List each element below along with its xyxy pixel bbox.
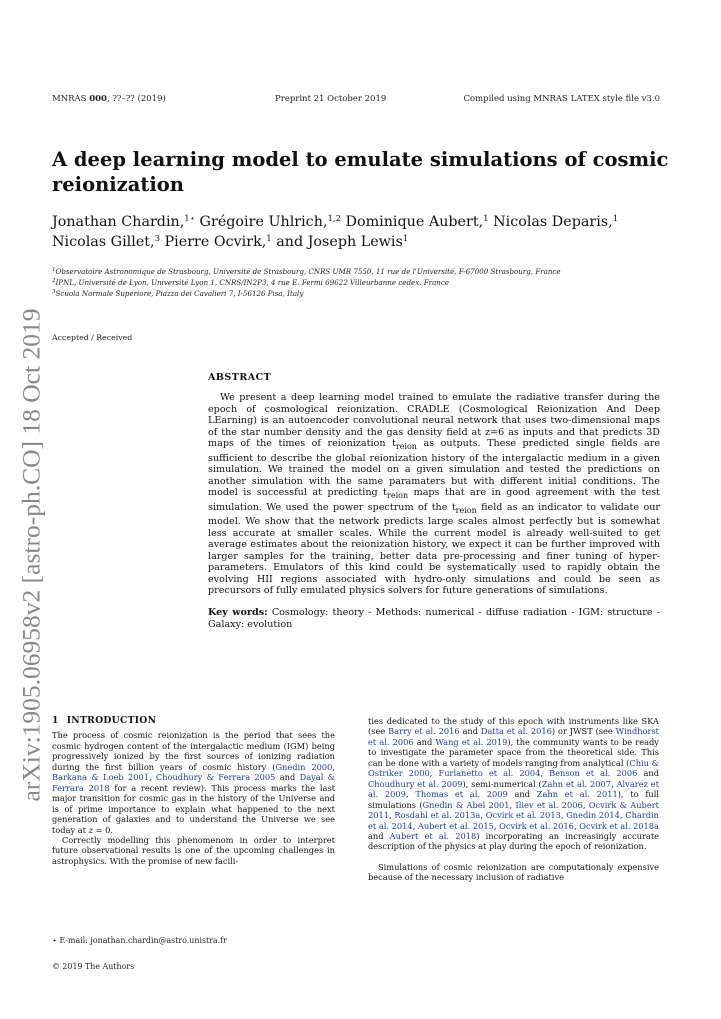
citation-link[interactable]: Choudhury et al. 2009	[368, 778, 463, 789]
citation-link[interactable]: Zahn et al. 2007	[541, 778, 612, 789]
keywords-label: Key words:	[208, 607, 268, 619]
citation-link[interactable]: Rosdahl et al. 2013a	[394, 810, 481, 821]
arxiv-stamp: arXiv:1905.06958v2 [astro-ph.CO] 18 Oct 2019	[16, 308, 45, 802]
intro-paragraph-4: Simulations of cosmic reionization are computationaly expensive because of the necessary inclusion of radiative	[368, 861, 659, 883]
citation-link[interactable]: Barkana & Loeb 2001	[52, 772, 149, 783]
keywords	[208, 607, 660, 631]
author-name: Grégoire Uhlrich,	[195, 214, 328, 230]
citation-link[interactable]: Datta et al. 2016	[480, 726, 552, 737]
citation-link[interactable]: Gnedin & Abel 2001	[422, 799, 510, 810]
author-affiliation-mark: 1	[266, 234, 272, 244]
author-list	[52, 212, 692, 252]
citation-link[interactable]: Furlanetto et al. 2004	[438, 768, 541, 779]
citation-link[interactable]: Barry et al. 2016	[388, 726, 460, 737]
author-affiliation-mark: 1⋆	[184, 214, 196, 224]
citation-link[interactable]: Aubert et al. 2015	[417, 820, 494, 831]
citation-link[interactable]: Chardin et al. 2014	[368, 810, 659, 831]
citation-link[interactable]: Windhorst et al. 2006	[368, 726, 659, 747]
citation-link[interactable]: Gnedin 2014	[566, 810, 620, 821]
author-affiliation-mark: 1,2	[327, 214, 341, 224]
citation-link[interactable]: Ocvirk et al. 2018a	[579, 820, 659, 831]
citation-link[interactable]: Ocvirk et al. 2016	[499, 820, 574, 831]
author-affiliation-mark: 1	[612, 214, 619, 224]
intro-paragraph-2: Correctly modelling this phenomenom in order to interpret future observational results is one of the upcoming challenges in astrophysics. With the promise of new facili-	[52, 834, 335, 866]
accepted-line: Accepted / Received	[52, 333, 133, 342]
intro-paragraph-3: ties dedicated to the study of this epoch with instruments like SKA (see Barry et al. 2016 and Datta et al. 2016) or JWST (see Windhorst et al. 2006 and Wang et al. 2019), the community wants to be ready to investigate the parameter space from the theoretical side. This can be done with a variety of models ranging from analytical (Chiu & Ostriker 2000, Furlanetto et al. 2004, Benson et al. 2006 and Choudhury et al. 2009), semi-numerical (Zahn et al. 2007, Alvarez et al. 2009, Thomas et al. 2009 and Zahn et al. 2011), to full simulations (Gnedin & Abel 2001, Iliev et al. 2006, Ocvirk & Aubert 2011, Rosdahl et al. 2013a, Ocvirk et al. 2013, Gnedin 2014, Chardin et al. 2014, Aubert et al. 2015, Ocvirk et al. 2016, Ocvirk et al. 2018a and Aubert et al. 2018) incorporating an increasingly accurate description of the physics at play during the epoch of reionization.	[368, 716, 660, 852]
author-name: Jonathan Chardin,	[52, 214, 185, 230]
abstract-heading: ABSTRACT	[208, 372, 272, 383]
author-affiliation-mark: 3	[154, 234, 160, 244]
affiliation-line: $^2$IPNL, Université de Lyon, Université Lyon 1, CNRS/IN2P3, 4 rue E. Fermi 69622 Villeurbanne cedex, France	[52, 278, 450, 287]
intro-paragraph-1: The process of cosmic reionization is the period that sees the cosmic hydrogen content of the intergalactic medium (IGM) being progressively ionized by the first sources of ionizing radiation during the first billion years of cosmic history (Gnedin 2000, Barkana & Loeb 2001, Choudhury & Ferrara 2005 and Dayal & Ferrara 2018 for a recent review). This process marks the last major transition for cosmic gas in the history of the Universe and is of prime importance to explain what happened to the next generation of galaxies and to understand the Universe we see today at z = 0.	[52, 730, 336, 835]
citation-link[interactable]: Zahn et al. 2011	[536, 789, 618, 800]
citation-link[interactable]: Ocvirk et al. 2013	[485, 810, 561, 821]
author-name: Dominique Aubert,	[340, 214, 484, 230]
affiliation-line: $^1$Observatoire Astronomique de Strasbourg, Université de Strasbourg, CNRS UMR 7550, 11 rue de l'Université, F-67000 Strasbourg, France	[52, 267, 561, 276]
citation-link[interactable]: Aubert et al. 2018	[389, 830, 477, 841]
affiliations	[52, 266, 712, 299]
author-name: Nicolas Gillet,	[52, 234, 155, 250]
section-heading: 1 INTRODUCTION	[52, 715, 157, 726]
citation-link[interactable]: Iliev et al. 2006	[515, 799, 583, 810]
affiliation-line: $^3$Scuola Normale Superiore, Piazza dei Cavalieri 7, I-56126 Pisa, Italy	[52, 289, 304, 298]
author-name: Pierre Ocvirk,	[160, 234, 267, 250]
citation-link[interactable]: Ocvirk & Aubert 2011	[368, 799, 659, 821]
citation-link[interactable]: Wang et al. 2019	[435, 736, 508, 747]
citation-link[interactable]: Dayal & Ferrara 2018	[52, 772, 336, 793]
author-affiliation-mark: 1	[402, 234, 409, 244]
footnote-email: ⋆ E-mail: jonathan.chardin@astro.unistra.fr	[52, 936, 227, 945]
citation-link[interactable]: Alvarez et al. 2009	[368, 778, 660, 800]
citation-link[interactable]: Thomas et al. 2009	[415, 789, 508, 800]
abstract-section	[208, 372, 660, 631]
author-name: Nicolas Deparis,	[488, 214, 613, 230]
author-affiliation-mark: 1	[483, 214, 489, 224]
abstract-text: We present a deep learning model trained to emulate the radiative transfer during the epoch of cosmological reionization. CRADLE (Cosmological Reionization And Deep LEarning) is an autoencoder convolutional neural network that uses two-dimensional maps of the star number density and the gas density field at z=6 as inputs and that predicts 3D maps of the times of reionization $t_{reion}$ as outputs. These predicted single fields are sufficient to describe the global reionization history of the intergalactic medium in a given simulation. We trained the model on a given simulation and tested the predictions on another simulation with the same paramaters but with different initial conditions. The model is successful at predicting $t_{reion}$ maps that are in good agreement with the test simulation. We used the power spectrum of the $t_{reion}$ field as an indicator to validate our model. We show that the network predicts large scales almost perfectly but is somewhat less accurate at smaller scales. While the current model is already well-suited to get average estimates about the reionization history, we expect it can be further improved with larger samples for the training, better data pre-processing and finer tuning of hyper-parameters. Emulators of this kind could be systematically used to rapidly obtain the evolving HII regions associated with hydro-only simulations and could be seen as precursors of fully emulated physics solvers for future generations of simulations.	[208, 392, 661, 597]
keywords-text: Cosmology: theory - Methods: numerical - diffuse radiation - IGM: structure - Galaxy: evolution	[208, 607, 660, 631]
author-name: and Joseph Lewis	[271, 234, 403, 250]
journal-reference: MNRAS 000, ??–?? (2019)	[52, 94, 166, 104]
preprint-date: Preprint 21 October 2019	[275, 94, 387, 104]
body-column-right	[368, 716, 659, 883]
copyright: © 2019 The Authors	[52, 962, 135, 971]
citation-link[interactable]: Gnedin 2000	[275, 761, 333, 772]
citation-link[interactable]: Chiu & Ostriker 2000	[368, 757, 659, 779]
compiled-note: Compiled using MNRAS LATEX style file v3.0	[463, 94, 660, 104]
body-column-left	[52, 716, 335, 866]
citation-link[interactable]: Benson et al. 2006	[549, 768, 638, 779]
paper-title: A deep learning model to emulate simulations of cosmic reionization	[52, 148, 669, 196]
citation-link[interactable]: Choudhury & Ferrara 2005	[155, 772, 276, 783]
